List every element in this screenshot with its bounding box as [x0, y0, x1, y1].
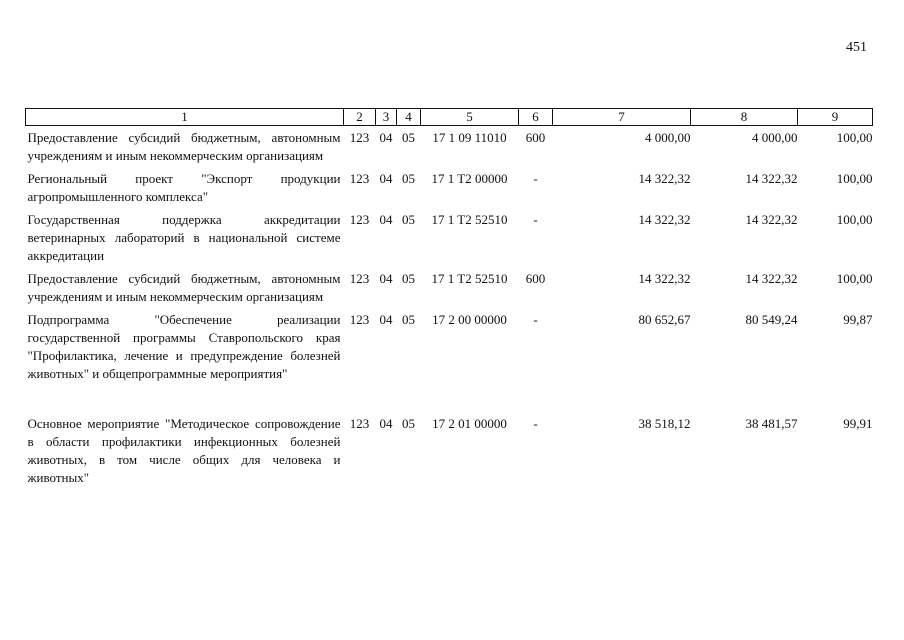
- row-name: Предоставление субсидий бюджетным, автономным учреждениям и иным некоммерческим организациям: [27, 130, 341, 163]
- budget-table: [25, 108, 873, 489]
- row-code: 17 1 T2 52510: [431, 212, 508, 227]
- col-header-8: 8: [691, 109, 798, 126]
- row-col-6: -: [533, 312, 538, 327]
- row-code: 17 2 01 00000: [432, 416, 507, 431]
- col-header-4: 4: [397, 109, 421, 126]
- row-name: Подпрограмма "Обеспечение реализации государственной программы Ставропольского края "Профилактика, лечение и предупреждение болезней животных" и общепрограммные мероприятия": [27, 312, 341, 381]
- row-code: 17 1 T2 52510: [431, 271, 508, 286]
- page-number: 451: [846, 40, 867, 55]
- row-col-9: 100,00: [836, 130, 873, 145]
- row-col-6: -: [533, 212, 538, 227]
- row-col-9: 100,00: [836, 212, 873, 227]
- table-row: [26, 126, 873, 168]
- col-header-6: 6: [519, 109, 553, 126]
- table-row: [26, 412, 873, 489]
- row-col-7: 14 322,32: [638, 271, 691, 286]
- row-code: 17 1 T2 00000: [431, 171, 508, 186]
- row-col-9: 100,00: [836, 171, 873, 186]
- row-col-7: 38 518,12: [638, 416, 691, 431]
- row-col-6: -: [533, 416, 538, 431]
- row-name: Предоставление субсидий бюджетным, автономным учреждениям и иным некоммерческим организациям: [27, 271, 341, 304]
- row-col-9: 99,87: [843, 312, 873, 327]
- row-col-6: -: [533, 171, 538, 186]
- col-header-3: 3: [376, 109, 397, 126]
- table-row: [26, 208, 873, 267]
- col-header-1: 1: [26, 109, 344, 126]
- row-col-4: 05: [402, 171, 415, 186]
- row-col-6: 600: [525, 130, 546, 145]
- row-col-4: 05: [402, 312, 415, 327]
- row-col-2: 123: [349, 212, 370, 227]
- row-col-3: 04: [379, 130, 393, 145]
- row-col-6: 600: [525, 271, 546, 286]
- row-col-9: 99,91: [843, 416, 873, 431]
- row-name: Основное мероприятие "Методическое сопровождение в области профилактики инфекционных болезней животных, в том числе общих для человека и животных": [27, 416, 341, 485]
- col-header-2: 2: [344, 109, 376, 126]
- row-col-8: 14 322,32: [745, 171, 798, 186]
- row-col-2: 123: [349, 312, 370, 327]
- col-header-5: 5: [421, 109, 519, 126]
- table-row: [26, 267, 873, 308]
- row-name: Региональный проект "Экспорт продукции агропромышленного комплекса": [27, 171, 341, 204]
- row-col-3: 04: [379, 416, 393, 431]
- row-col-3: 04: [379, 171, 393, 186]
- row-col-8: 14 322,32: [745, 271, 798, 286]
- row-col-2: 123: [349, 271, 370, 286]
- row-col-8: 38 481,57: [745, 416, 798, 431]
- col-header-7: 7: [553, 109, 691, 126]
- row-code: 17 2 00 00000: [432, 312, 507, 327]
- row-col-4: 05: [402, 271, 415, 286]
- row-col-3: 04: [379, 212, 393, 227]
- row-col-2: 123: [349, 171, 370, 186]
- row-col-7: 14 322,32: [638, 212, 691, 227]
- row-spacer: [26, 385, 873, 412]
- row-col-8: 4 000,00: [752, 130, 798, 145]
- row-col-3: 04: [379, 312, 393, 327]
- row-col-4: 05: [402, 130, 415, 145]
- row-col-8: 80 549,24: [745, 312, 798, 327]
- row-col-7: 14 322,32: [638, 171, 691, 186]
- row-col-2: 123: [349, 130, 370, 145]
- table-row: [26, 308, 873, 385]
- col-header-9: 9: [798, 109, 873, 126]
- table-row: [26, 167, 873, 208]
- spacer-cell: [26, 385, 873, 412]
- row-col-7: 80 652,67: [638, 312, 691, 327]
- row-col-8: 14 322,32: [745, 212, 798, 227]
- row-col-3: 04: [379, 271, 393, 286]
- row-name: Государственная поддержка аккредитации ветеринарных лабораторий в национальной системе аккредитации: [27, 212, 341, 263]
- row-col-4: 05: [402, 212, 415, 227]
- row-col-7: 4 000,00: [645, 130, 691, 145]
- header-row: [26, 109, 873, 126]
- row-col-4: 05: [402, 416, 415, 431]
- row-code: 17 1 09 11010: [432, 130, 507, 145]
- row-col-2: 123: [349, 416, 370, 431]
- row-col-9: 100,00: [836, 271, 873, 286]
